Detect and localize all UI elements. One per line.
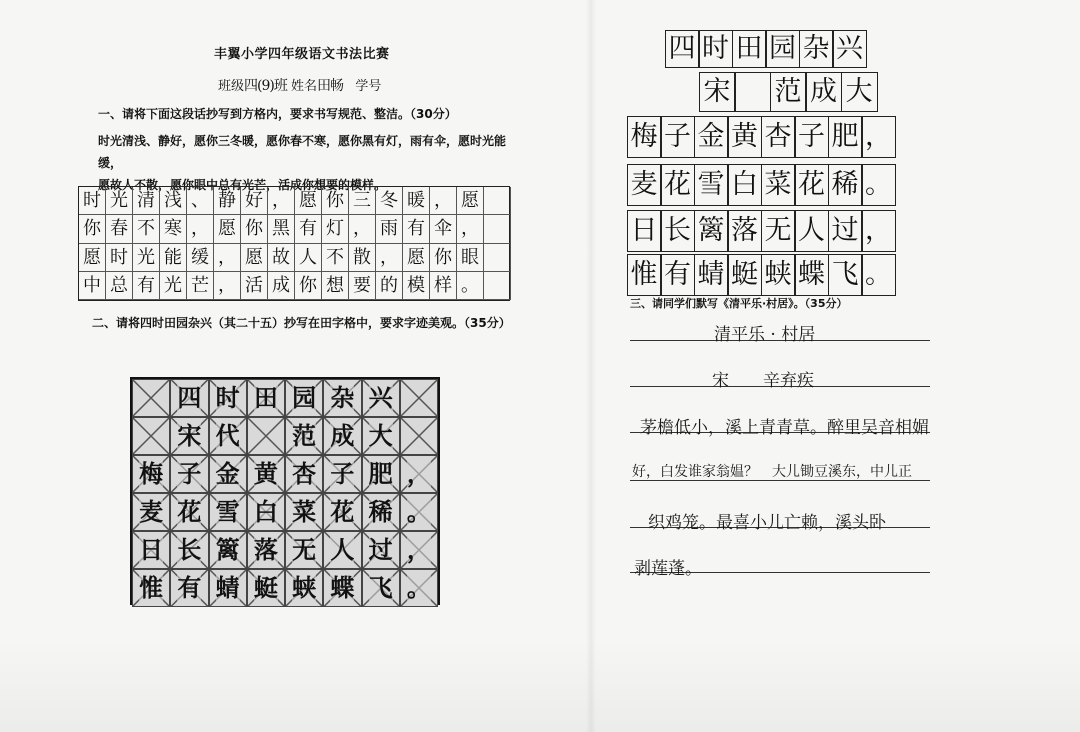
tianzige-char: 日	[139, 535, 164, 564]
tianzige-cell	[247, 455, 285, 493]
tianzige-char: 梅	[139, 459, 164, 488]
title-box: 园	[765, 30, 800, 68]
paper-shadow	[0, 640, 1080, 732]
grid-cell: 愿	[295, 187, 322, 215]
copy-row	[628, 210, 896, 252]
grid-cell: 想	[322, 272, 349, 300]
grid-cell: 你	[79, 215, 106, 243]
copy-cell: 有	[660, 254, 695, 296]
tianzige-char: 四	[177, 383, 202, 412]
copy-cell: 无	[761, 210, 796, 252]
copy-cell: 子	[794, 116, 829, 158]
tianzige-cell	[362, 569, 400, 607]
grid-cell: 不	[322, 244, 349, 272]
grid-cell: 愿	[241, 244, 268, 272]
tianzige-char: 杂	[330, 383, 355, 412]
tianzige-cell	[209, 417, 247, 455]
tianzige-char: 大	[368, 421, 393, 450]
grid-cell: ，	[349, 215, 376, 243]
section1-prompt: 一、请将下面这段话抄写到方格内，要求书写规范、整洁。（30分）	[98, 107, 457, 121]
tianzige-cell	[247, 417, 285, 455]
tianzige-char: 代	[215, 421, 240, 450]
student-info	[218, 78, 381, 95]
title-box: 杂	[799, 30, 834, 68]
tianzige-cell	[323, 417, 361, 455]
grid-cell: 黑	[268, 215, 295, 243]
tianzige-cell	[400, 455, 438, 493]
tianzige-char: 花	[330, 497, 355, 526]
tianzige-char: 花	[177, 497, 202, 526]
tianzige-cell	[400, 379, 438, 417]
copy-cell: 花	[660, 164, 695, 206]
tianzige-char: 飞	[368, 573, 393, 602]
page-fold	[586, 0, 596, 732]
copy-cell: 子	[660, 116, 695, 158]
tianzige-cell	[285, 493, 323, 531]
poem-line-1: 茅檐低小，溪上青青草。醉里吴音相媚	[640, 418, 929, 438]
copy-cell: 雪	[694, 164, 729, 206]
copy-cell: 白	[727, 164, 762, 206]
copy-row	[628, 116, 896, 158]
tianzige-char: 落	[253, 535, 278, 564]
grid-cell: 人	[295, 244, 322, 272]
grid-cell: 静	[214, 187, 241, 215]
tianzige-cell	[400, 493, 438, 531]
copy-cell: 惟	[627, 254, 662, 296]
section2-prompt: 二、请将四时田园杂兴（其二十五）抄写在田字格中，要求字迹美观。（35分）	[92, 316, 511, 330]
grid-cell: 光	[106, 187, 133, 215]
tianzige-cell	[209, 379, 247, 417]
author-box: 大	[841, 72, 878, 112]
grid-cell: 芒	[187, 272, 214, 300]
grid-cell: 要	[349, 272, 376, 300]
tianzige-cell	[285, 417, 323, 455]
tianzige-cell	[247, 379, 285, 417]
tianzige-cell	[323, 531, 361, 569]
grid-cell: 活	[241, 272, 268, 300]
tianzige-cell	[285, 531, 323, 569]
title-box: 田	[732, 30, 767, 68]
tianzige-char: 黄	[253, 459, 278, 488]
tianzige-cell	[362, 455, 400, 493]
grid-cell: 不	[133, 215, 160, 243]
tianzige-cell	[209, 455, 247, 493]
tianzige-char: 宋	[177, 421, 202, 450]
grid-cell: 浅	[160, 187, 187, 215]
tianzige-char: 蜓	[253, 573, 278, 602]
copy-cell: 金	[694, 116, 729, 158]
grid-cell: ，	[214, 272, 241, 300]
copy-cell: 长	[660, 210, 695, 252]
tianzige-cell	[132, 379, 170, 417]
grid-cell: 眼	[457, 244, 484, 272]
copy-row	[628, 164, 896, 206]
tianzige-char: 长	[177, 535, 202, 564]
grid-cell: 冬	[376, 187, 403, 215]
section3-prompt: 三、请同学们默写《清平乐·村居》。（35分）	[630, 297, 848, 310]
grid-cell: 中	[79, 272, 106, 300]
grid-cell: 的	[376, 272, 403, 300]
grid-cell: ，	[430, 187, 457, 215]
title-box: 兴	[832, 30, 867, 68]
poem-line-2: 好，白发谁家翁媪？ 大儿锄豆溪东，中儿正	[632, 464, 912, 480]
section2-tianzige-grid	[130, 377, 440, 605]
copy-cell: 花	[794, 164, 829, 206]
title-box: 四	[665, 30, 700, 68]
copy-cell: 。	[861, 254, 896, 296]
tianzige-char: 兴	[368, 383, 393, 412]
author-box: 范	[770, 72, 807, 112]
tianzige-cell	[170, 493, 208, 531]
grid-cell: 模	[403, 272, 430, 300]
tianzige-char: 杏	[292, 459, 317, 488]
tianzige-cell	[209, 569, 247, 607]
tianzige-cell	[285, 569, 323, 607]
tianzige-char: 无	[292, 535, 317, 564]
grid-cell: ，	[376, 244, 403, 272]
copy-cell: 日	[627, 210, 662, 252]
tianzige-char: 子	[177, 459, 202, 488]
tianzige-cell	[132, 569, 170, 607]
tianzige-char: 稀	[368, 497, 393, 526]
tianzige-char: 雪	[215, 497, 240, 526]
grid-cell: 愿	[79, 244, 106, 272]
author-box: 宋	[699, 72, 736, 112]
tianzige-cell	[132, 531, 170, 569]
tianzige-cell	[400, 417, 438, 455]
grid-cell: 清	[133, 187, 160, 215]
tianzige-cell	[362, 379, 400, 417]
tianzige-char: 菜	[292, 497, 317, 526]
grid-cell: 时	[106, 244, 133, 272]
grid-cell: 寒	[160, 215, 187, 243]
grid-cell: 。	[457, 272, 484, 300]
grid-cell: 有	[295, 215, 322, 243]
author-box	[734, 72, 771, 112]
tianzige-cell	[170, 417, 208, 455]
tianzige-char: 白	[253, 497, 278, 526]
grid-cell: 光	[160, 272, 187, 300]
tianzige-cell	[323, 569, 361, 607]
tianzige-char: 肥	[368, 459, 393, 488]
title-box: 时	[698, 30, 733, 68]
poem-line-3: 织鸡笼。最喜小儿亡赖，溪头卧	[648, 513, 886, 533]
name-value: 田畅	[317, 78, 344, 94]
grid-cell: 三	[349, 187, 376, 215]
grid-cell: 有	[403, 215, 430, 243]
tianzige-char: 人	[330, 535, 355, 564]
grid-cell: 总	[106, 272, 133, 300]
tianzige-cell	[323, 379, 361, 417]
tianzige-cell	[132, 417, 170, 455]
class-value: 四(9)班	[244, 78, 287, 94]
copy-cell: 落	[727, 210, 762, 252]
grid-cell: ，	[187, 215, 214, 243]
tianzige-char: 麦	[139, 497, 164, 526]
grid-cell	[484, 244, 511, 272]
copy-cell: ，	[861, 210, 896, 252]
tianzige-cell	[247, 493, 285, 531]
tianzige-cell	[170, 379, 208, 417]
grid-cell: 时	[79, 187, 106, 215]
grid-cell: 样	[430, 272, 457, 300]
section1-writing-grid	[78, 186, 510, 301]
grid-cell: 好	[241, 187, 268, 215]
author-box: 成	[805, 72, 842, 112]
copy-cell: 黄	[727, 116, 762, 158]
tianzige-char: 篱	[215, 535, 240, 564]
copy-cell: 蝶	[794, 254, 829, 296]
tianzige-char: 园	[292, 383, 317, 412]
copy-cell: 篱	[694, 210, 729, 252]
copy-cell: 人	[794, 210, 829, 252]
tianzige-cell	[362, 417, 400, 455]
class-label: 班级	[218, 79, 245, 94]
right-author-boxes	[700, 72, 878, 112]
tianzige-char: 蜻	[215, 573, 240, 602]
grid-cell: 光	[133, 244, 160, 272]
grid-cell	[484, 187, 511, 215]
tianzige-char: 蝶	[330, 573, 355, 602]
copy-row	[628, 254, 896, 296]
tianzige-char: ，	[406, 535, 431, 564]
tianzige-cell	[170, 531, 208, 569]
copy-cell: 梅	[627, 116, 662, 158]
tianzige-char: ，	[406, 459, 431, 488]
copy-cell: 。	[861, 164, 896, 206]
tianzige-char: 时	[215, 383, 240, 412]
name-label: 姓名	[291, 79, 318, 94]
grid-cell: ，	[214, 244, 241, 272]
copy-cell: 肥	[828, 116, 863, 158]
grid-cell: 灯	[322, 215, 349, 243]
tianzige-cell	[362, 493, 400, 531]
copy-cell: 蛱	[761, 254, 796, 296]
tianzige-cell	[170, 455, 208, 493]
grid-cell: 愿	[457, 187, 484, 215]
grid-cell: 春	[106, 215, 133, 243]
grid-cell: 能	[160, 244, 187, 272]
tianzige-char: 蛱	[292, 573, 317, 602]
poem-title: 清平乐 · 村居	[714, 325, 816, 345]
grid-cell: 散	[349, 244, 376, 272]
tianzige-cell	[209, 531, 247, 569]
grid-cell: 你	[430, 244, 457, 272]
copy-cell: 稀	[828, 164, 863, 206]
grid-cell: 伞	[430, 215, 457, 243]
grid-cell: 你	[295, 272, 322, 300]
tianzige-cell	[362, 531, 400, 569]
grid-cell: 有	[133, 272, 160, 300]
tianzige-cell	[247, 569, 285, 607]
exam-title: 丰翼小学四年级语文书法比赛	[214, 47, 390, 62]
copy-cell: 麦	[627, 164, 662, 206]
poem-line-4: 剥莲蓬。	[634, 559, 702, 579]
grid-cell: 雨	[376, 215, 403, 243]
tianzige-cell	[285, 455, 323, 493]
copy-cell: ，	[861, 116, 896, 158]
passage-line: 时光清浅、静好，愿你三冬暖，愿你春不寒，愿你黑有灯，雨有伞，愿时光能缓，	[98, 134, 507, 170]
tianzige-cell	[400, 531, 438, 569]
number-label: 学号	[355, 79, 382, 94]
copy-cell: 过	[828, 210, 863, 252]
right-title-boxes	[666, 30, 867, 68]
grid-cell: 你	[241, 215, 268, 243]
tianzige-char: 有	[177, 573, 202, 602]
grid-cell: 缓	[187, 244, 214, 272]
tianzige-cell	[247, 531, 285, 569]
tianzige-char: 金	[215, 459, 240, 488]
tianzige-cell	[400, 569, 438, 607]
tianzige-char: 子	[330, 459, 355, 488]
grid-cell	[484, 272, 511, 300]
tianzige-cell	[132, 455, 170, 493]
tianzige-cell	[285, 379, 323, 417]
grid-cell: 、	[187, 187, 214, 215]
grid-cell: ，	[268, 187, 295, 215]
grid-cell: 故	[268, 244, 295, 272]
tianzige-char: 成	[330, 421, 355, 450]
copy-cell: 蜻	[694, 254, 729, 296]
tianzige-char: 过	[368, 535, 393, 564]
copy-cell: 蜓	[727, 254, 762, 296]
grid-cell: 暖	[403, 187, 430, 215]
copy-cell: 杏	[761, 116, 796, 158]
tianzige-cell	[170, 569, 208, 607]
tianzige-cell	[209, 493, 247, 531]
tianzige-char: 田	[253, 383, 278, 412]
tianzige-char: 范	[292, 421, 317, 450]
tianzige-cell	[323, 455, 361, 493]
copy-cell: 飞	[828, 254, 863, 296]
grid-cell: 成	[268, 272, 295, 300]
passage-line: 愿故人不散，愿你眼中总有光芒，活成你想要的模样。	[98, 178, 387, 192]
grid-cell: 你	[322, 187, 349, 215]
grid-cell: 愿	[403, 244, 430, 272]
grid-cell: ，	[457, 215, 484, 243]
grid-cell	[484, 215, 511, 243]
tianzige-char: 。	[406, 573, 431, 602]
grid-cell: 愿	[214, 215, 241, 243]
copy-cell: 菜	[761, 164, 796, 206]
tianzige-cell	[132, 493, 170, 531]
tianzige-cell	[323, 493, 361, 531]
poem-author: 宋 辛弃疾	[712, 371, 814, 391]
tianzige-char: 。	[406, 497, 431, 526]
tianzige-char: 惟	[139, 573, 164, 602]
